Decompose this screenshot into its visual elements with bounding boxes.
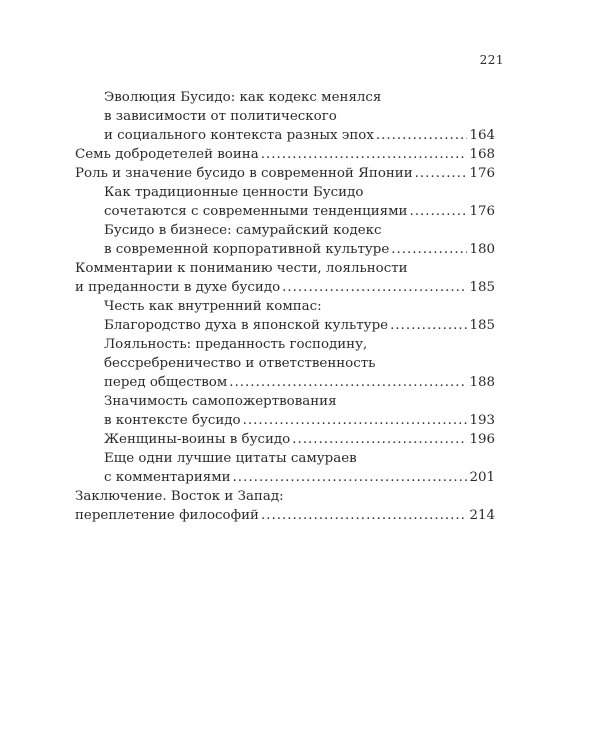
dot-leader [282, 278, 467, 297]
dot-leader [409, 202, 467, 221]
toc-entry-text-line: Семь добродетелей воина [75, 147, 259, 162]
toc-page-number: 168 [469, 147, 495, 162]
toc-page-number: 164 [469, 128, 495, 143]
toc-entry-text-line: в контексте бусидо [104, 413, 241, 428]
dot-leader [229, 373, 467, 392]
dot-leader [261, 145, 468, 164]
toc-entry-text-line: Бусидо в бизнесе: самурайский кодекс [104, 223, 382, 238]
toc-page-number: 176 [469, 204, 495, 219]
toc-page-number: 188 [469, 375, 495, 390]
toc-entry [75, 259, 495, 297]
toc-page-number: 185 [469, 318, 495, 333]
toc-entry-last-line [75, 145, 495, 164]
toc-entry-last-line [104, 430, 495, 449]
toc-page-number: 180 [469, 242, 495, 257]
toc-entry-last-line [104, 202, 495, 221]
toc-entry-text-line: Благородство духа в японской культуре [104, 318, 389, 333]
toc-entry-text-line: Заключение. Восток и Запад: [75, 489, 284, 504]
toc-entry-text-line: с комментариями [104, 470, 231, 485]
toc-page-number: 196 [469, 432, 495, 447]
toc-entry-text-line: и преданности в духе бусидо [75, 280, 281, 295]
toc-entry-text-line: Как традиционные ценности Бусидо [104, 185, 364, 200]
toc-entry-last-line [104, 126, 495, 145]
toc-entry-text-line: бессребреничество и ответственность [104, 356, 376, 371]
toc-entry-text-line: переплетение философий [75, 508, 259, 523]
toc-entry-text-line: Женщины-воины в бусидо [104, 432, 291, 447]
dot-leader [376, 126, 468, 145]
toc-entry [75, 487, 495, 525]
toc-entry-text-line: Честь как внутренний компас: [104, 299, 322, 314]
dot-leader [391, 240, 467, 259]
toc-entry-text-line: Значимость самопожертвования [104, 394, 337, 409]
dot-leader [390, 316, 467, 335]
toc-page-number: 214 [469, 508, 495, 523]
toc-entry-text-line: в современной корпоративной культуре [104, 242, 390, 257]
toc-entry [75, 164, 495, 183]
toc-entry-last-line [104, 373, 495, 392]
toc-page-number: 176 [469, 166, 495, 181]
toc-entry [75, 145, 495, 164]
toc-entry [75, 449, 495, 487]
dot-leader [243, 411, 468, 430]
toc-entry [75, 221, 495, 259]
dot-leader [233, 468, 468, 487]
toc-entry-text-line: Комментарии к пониманию чести, лояльности [75, 261, 408, 276]
toc-page-number: 185 [469, 280, 495, 295]
toc-entry-text-line: перед обществом [104, 375, 228, 390]
dot-leader [415, 164, 468, 183]
toc-entry-last-line [104, 468, 495, 487]
toc-entry-text-line: в зависимости от политического [104, 109, 337, 124]
toc-page-number: 201 [469, 470, 495, 485]
toc-entry [75, 392, 495, 430]
toc-entry [75, 88, 495, 145]
toc-entry-last-line [104, 411, 495, 430]
page-number: 221 [479, 53, 504, 67]
toc-entry-text-line: Лояльность: преданность господину, [104, 337, 368, 352]
toc-entry-last-line [104, 316, 495, 335]
toc-entry [75, 297, 495, 335]
toc-entry-last-line [75, 278, 495, 297]
toc-entry-last-line [75, 506, 495, 525]
toc-entry-text-line: Роль и значение бусидо в современной Японии [75, 166, 413, 181]
toc-page-number: 193 [469, 413, 495, 428]
table-of-contents [75, 88, 495, 525]
toc-entry [75, 430, 495, 449]
toc-entry-text-line: Эволюция Бусидо: как кодекс менялся [104, 90, 382, 105]
dot-leader [292, 430, 467, 449]
toc-entry-last-line [104, 240, 495, 259]
toc-entry-last-line [75, 164, 495, 183]
toc-entry-text-line: сочетаются с современными тенденциями [104, 204, 408, 219]
toc-entry [75, 335, 495, 392]
dot-leader [261, 506, 468, 525]
toc-entry-text-line: Еще одни лучшие цитаты самураев [104, 451, 357, 466]
toc-entry [75, 183, 495, 221]
toc-entry-text-line: и социального контекста разных эпох [104, 128, 374, 143]
